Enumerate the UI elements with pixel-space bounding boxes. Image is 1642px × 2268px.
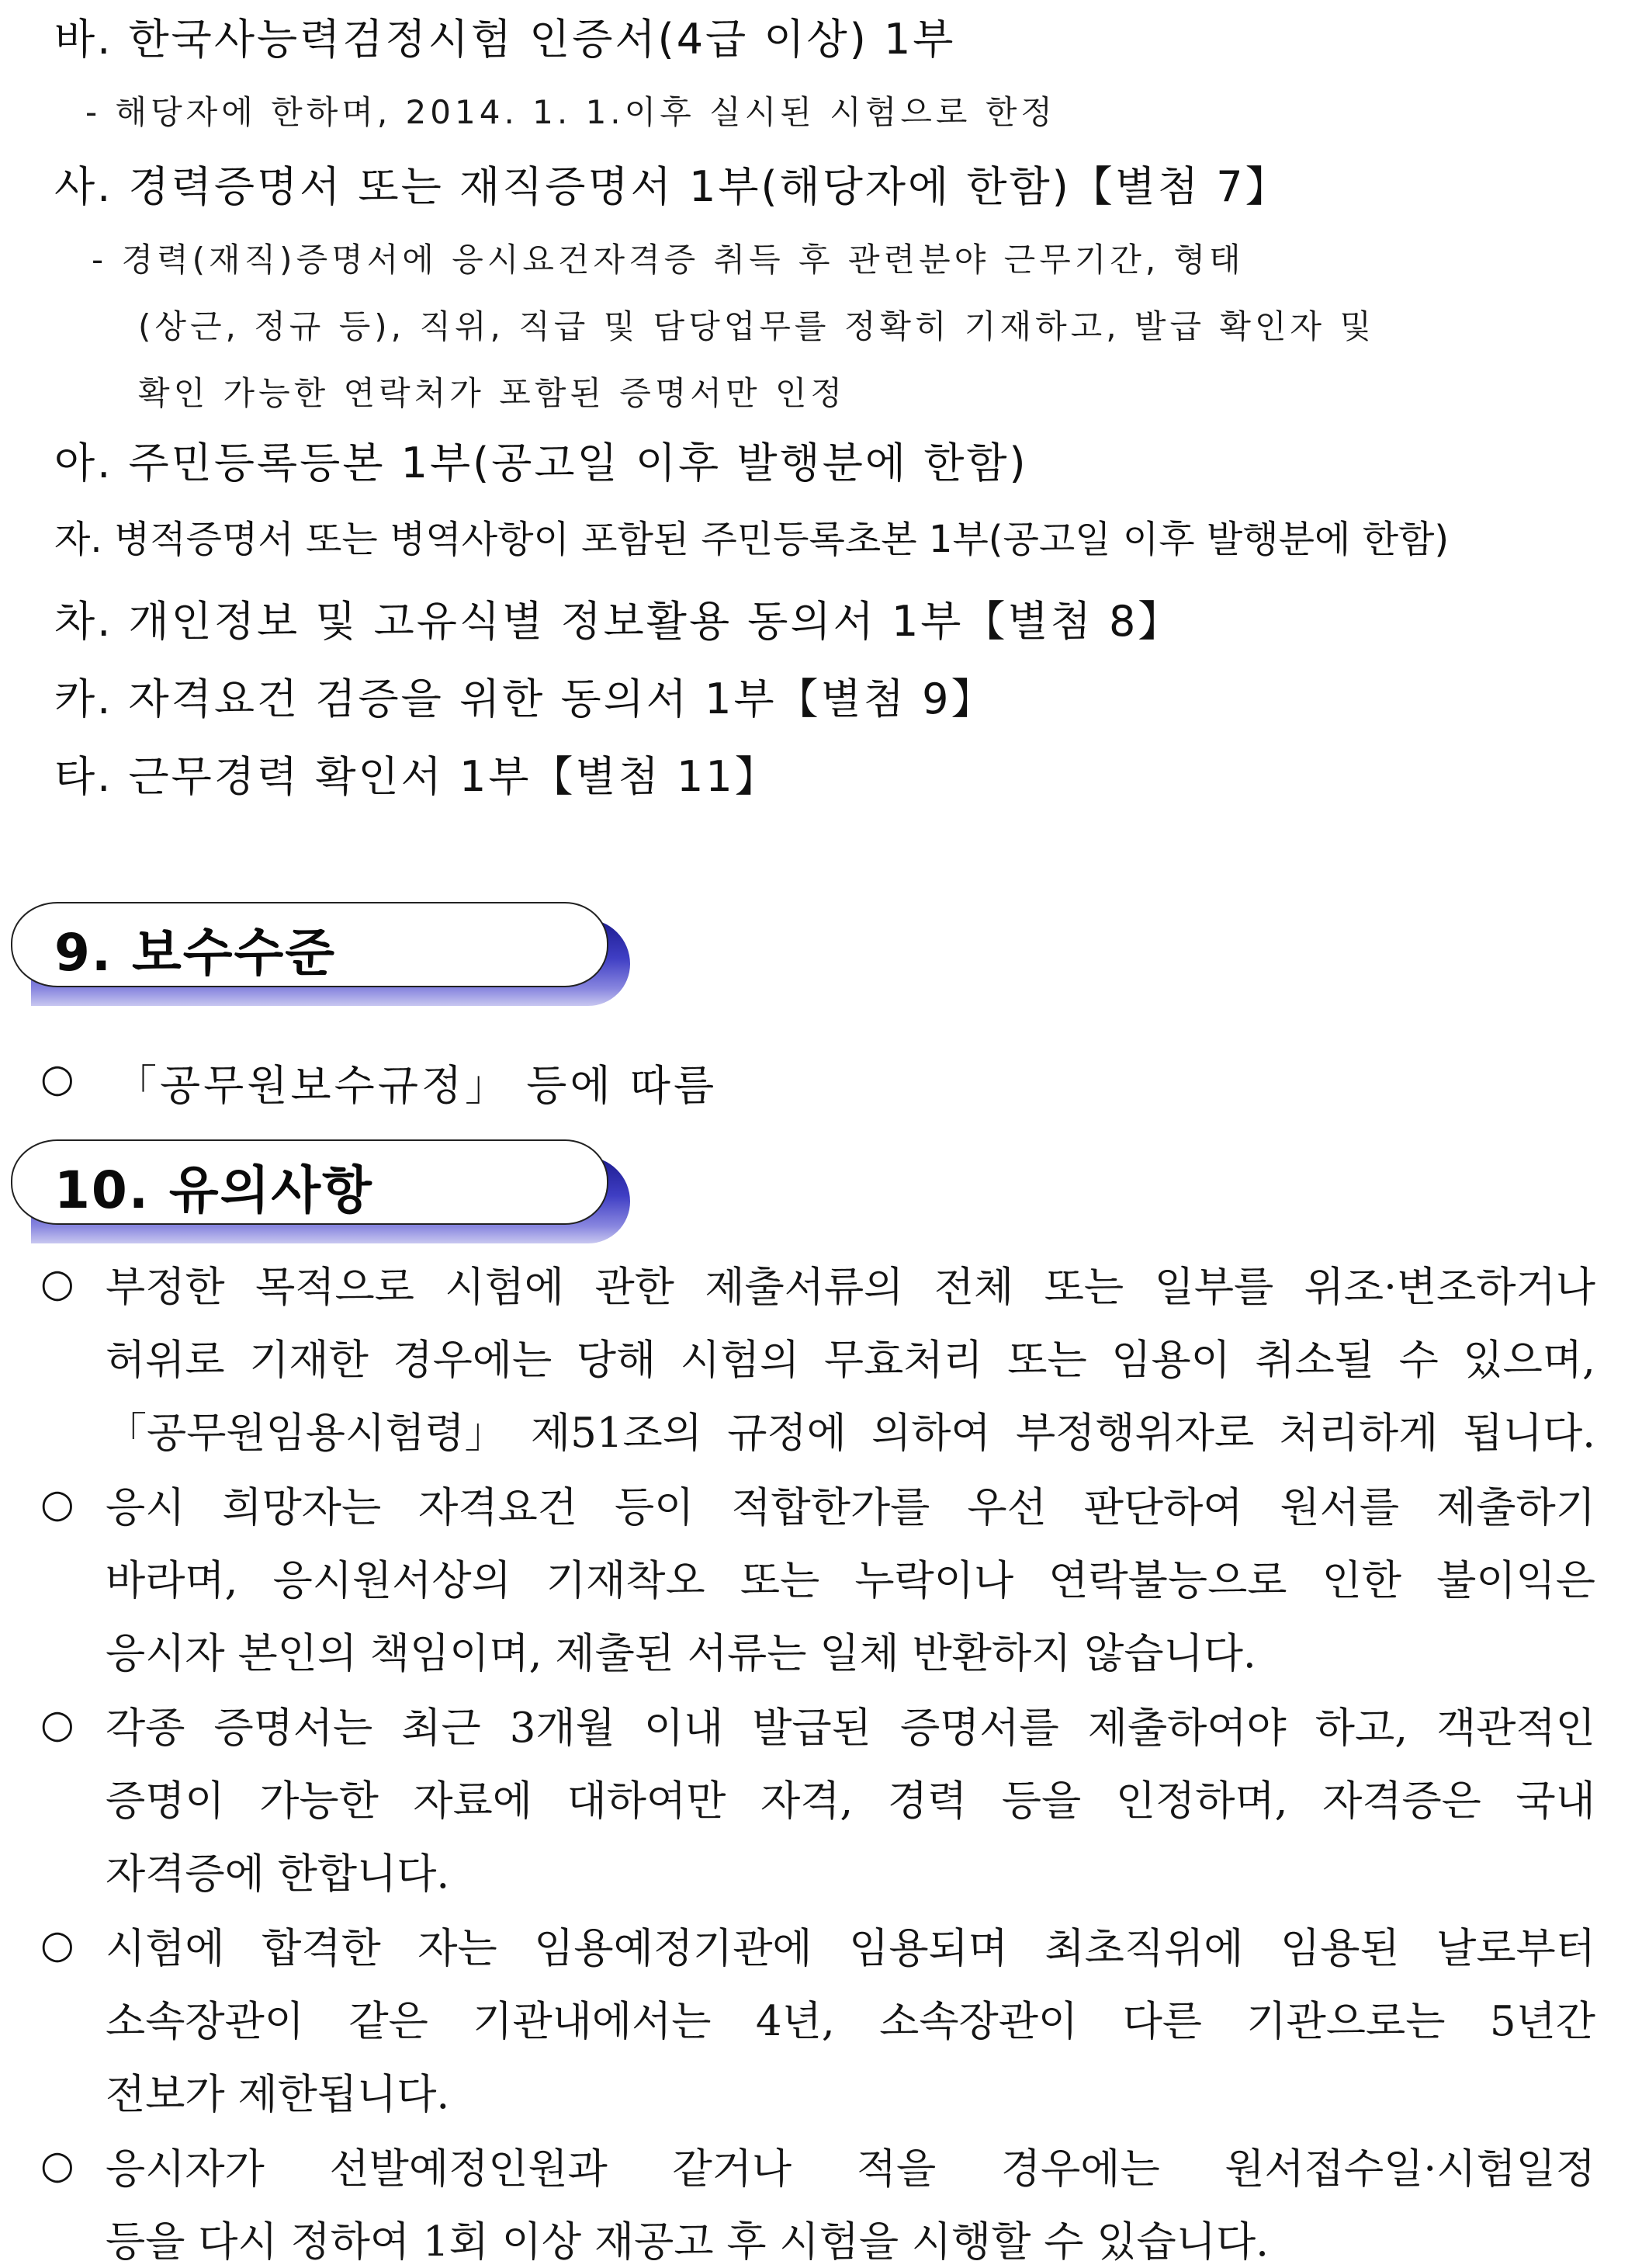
bullet-circle: ○ [40, 1701, 74, 1746]
section-9-heading [11, 902, 608, 1001]
item-ba-note: - 해당자에 한하며, 2014. 1. 1.이후 실시된 시험으로 한정 [85, 93, 1056, 131]
notice-3-line-2: 증명이 가능한 자료에 대하여만 자격, 경력 등을 인정하며, 자격증은 국내 [106, 1777, 1595, 1825]
item-ka: 카. 자격요건 검증을 위한 동의서 1부【별첨 9】 [54, 675, 996, 723]
notice-1-line-2: 허위로 기재한 경우에는 당해 시험의 무효처리 또는 임용이 취소될 수 있으며, [106, 1337, 1595, 1384]
bullet-circle: ○ [40, 1922, 74, 1967]
notice-4-line-3: 전보가 제한됩니다. [106, 2071, 450, 2118]
item-sa-note-3: 확인 가능한 연락처가 포함된 증명서만 인정 [138, 374, 847, 412]
section-10-title: 10. 유의사항 [54, 1160, 373, 1220]
notice-2-line-1: 응시 희망자는 자격요건 등이 적합한가를 우선 판단하여 원서를 제출하기 [106, 1484, 1595, 1531]
salary-rule-text: 「공무원보수규정」 등에 따름 [115, 1061, 718, 1110]
item-sa-note-2: (상근, 정규 등), 직위, 직급 및 담당업무를 정확히 기재하고, 발급 확인자 및 [138, 307, 1376, 345]
notice-5-line-2: 등을 다시 정하여 1회 이상 재공고 후 시험을 시행할 수 있습니다. [106, 2218, 1269, 2266]
bullet-circle: ○ [40, 1056, 74, 1101]
notice-4-line-2: 소속장관이 같은 기관내에서는 4년, 소속장관이 다른 기관으로는 5년간 [106, 1998, 1595, 2045]
section-10-heading [11, 1139, 608, 1239]
bullet-circle: ○ [40, 1261, 74, 1306]
notice-4-line-1: 시험에 합격한 자는 임용예정기관에 임용되며 최초직위에 임용된 날로부터 [106, 1925, 1595, 1972]
notice-1-line-1: 부정한 목적으로 시험에 관한 제출서류의 전체 또는 일부를 위조·변조하거나 [106, 1264, 1595, 1311]
section-9-title: 9. 보수수준 [54, 923, 336, 983]
notice-3-line-3: 자격증에 한합니다. [106, 1850, 450, 1898]
bullet-circle: ○ [40, 1481, 74, 1526]
notice-2-line-2: 바라며, 응시원서상의 기재착오 또는 누락이나 연락불능으로 인한 불이익은 [106, 1557, 1595, 1604]
notice-2-line-3: 응시자 본인의 책임이며, 제출된 서류는 일체 반환하지 않습니다. [106, 1630, 1256, 1677]
item-sa-note-1: - 경력(재직)증명서에 응시요건자격증 취득 후 관련분야 근무기간, 형태 [92, 241, 1245, 279]
item-ta: 타. 근무경력 확인서 1부【별첨 11】 [54, 752, 779, 801]
notice-1-line-3: 「공무원임용시험령」 제51조의 규정에 의하여 부정행위자로 처리하게 됩니다. [106, 1410, 1595, 1457]
bullet-circle: ○ [40, 2142, 74, 2187]
item-ja: 자. 병적증명서 또는 병역사항이 포함된 주민등록초본 1부(공고일 이후 발행분에 한함) [54, 518, 1450, 561]
item-ba: 바. 한국사능력검정시험 인증서(4급 이상) 1부 [54, 15, 956, 64]
item-a: 아. 주민등록등본 1부(공고일 이후 발행분에 한함) [54, 439, 1028, 487]
notice-3-line-1: 각종 증명서는 최근 3개월 이내 발급된 증명서를 제출하여야 하고, 객관적인 [106, 1704, 1595, 1752]
notice-5-line-1: 응시자가 선발예정인원과 같거나 적을 경우에는 원서접수일·시험일정 [106, 2145, 1595, 2193]
item-sa: 사. 경력증명서 또는 재직증명서 1부(해당자에 한함)【별첨 7】 [54, 162, 1290, 211]
item-cha: 차. 개인정보 및 고유식별 정보활용 동의서 1부【별첨 8】 [54, 597, 1183, 646]
